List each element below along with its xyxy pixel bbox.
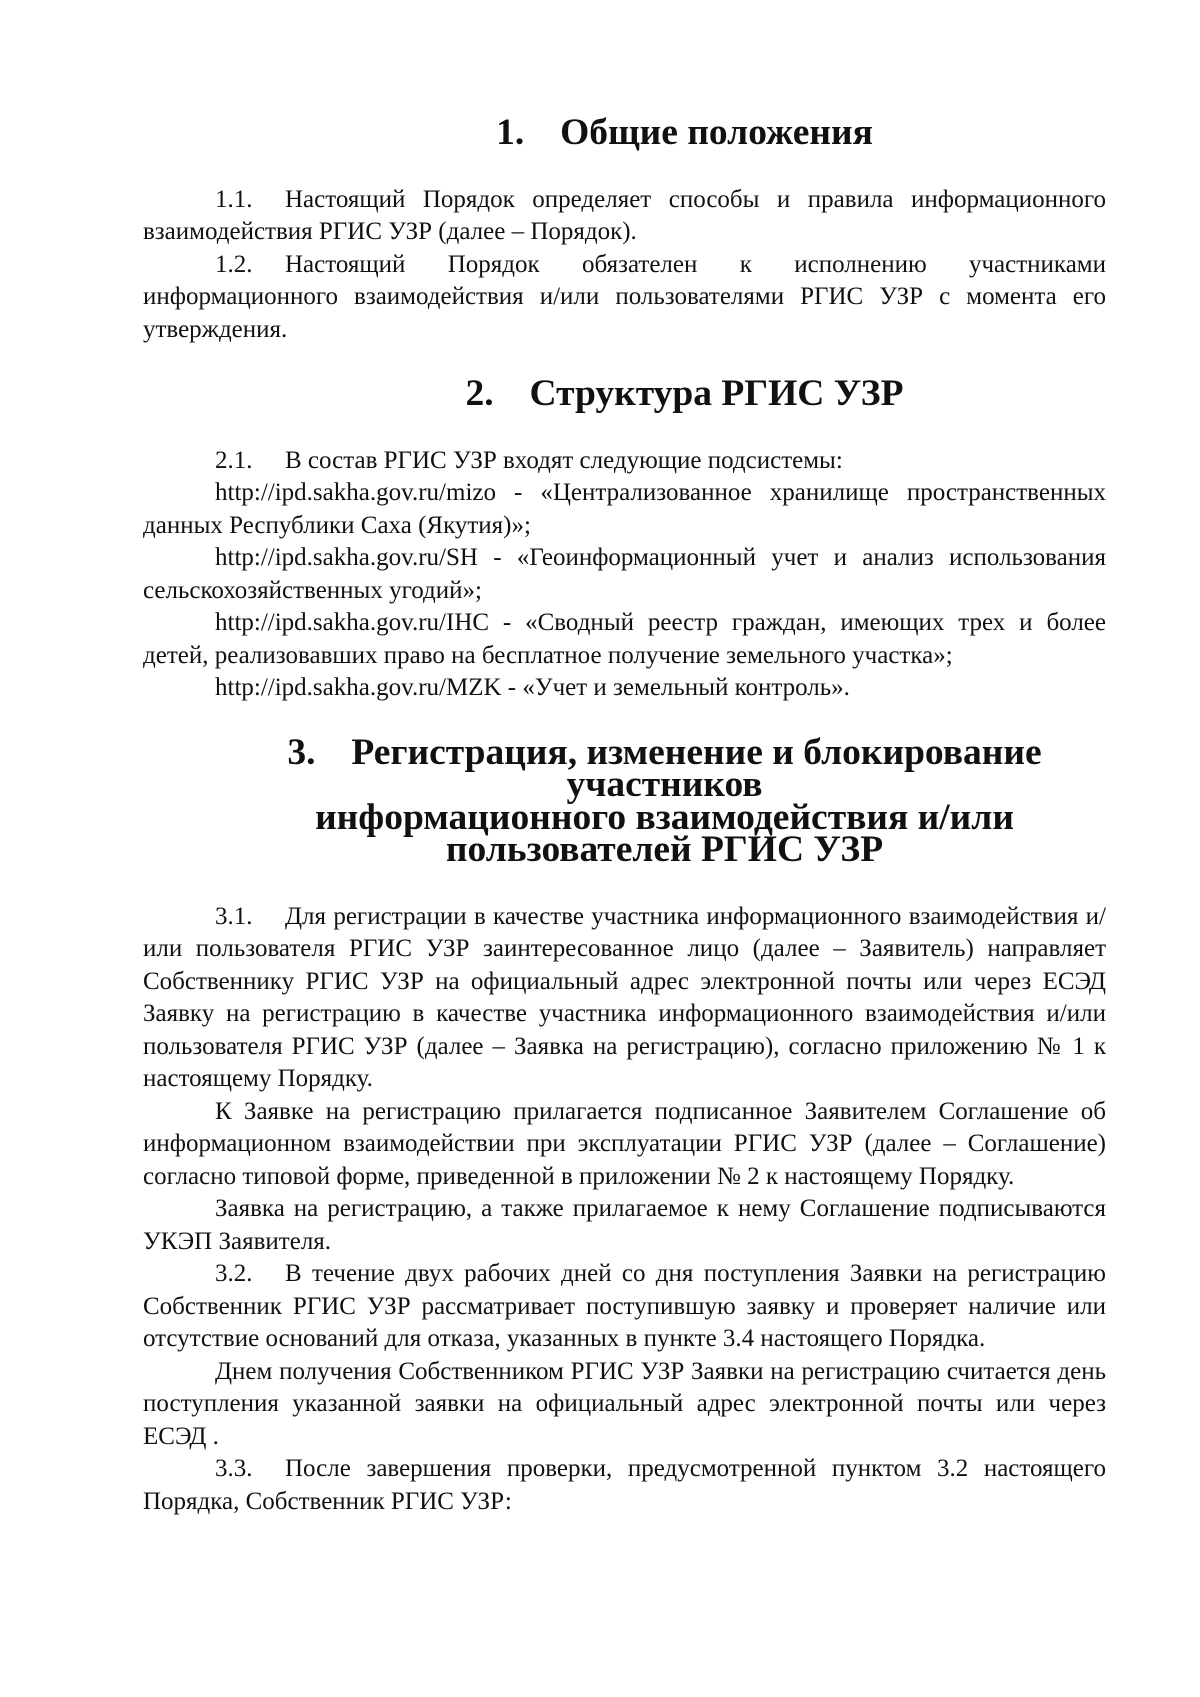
- subsystem-item: http://ipd.sakha.gov.ru/mizo - «Централизованное хранилище пространственных данных Республики Саха (Якутия)»;: [143, 479, 1106, 539]
- section-heading-3: [143, 731, 1106, 870]
- paragraph-number: 3.2.: [215, 1260, 253, 1287]
- subsystem-item: http://ipd.sakha.gov.ru/MZK - «Учет и земельный контроль».: [215, 674, 850, 701]
- section-title: Структура РГИС УЗР: [529, 373, 904, 414]
- section-number: 2.: [465, 373, 494, 414]
- section-heading-2: [143, 373, 1106, 414]
- section-title-line-1: Регистрация, изменение и блокирование участников: [351, 731, 1042, 805]
- paragraph-text: В течение двух рабочих дней со дня поступления Заявки на регистрацию Собственник РГИС УЗР рассматривает поступившую заявку и проверяет наличие или отсутствие оснований для отказа, указанных в пункте 3.4 настоящего Порядка.: [143, 1260, 1106, 1352]
- paragraph-number: 3.1.: [215, 902, 253, 930]
- paragraph-number: 1.2.: [215, 250, 253, 278]
- section-number: 3.: [287, 731, 316, 773]
- paragraph-number: 3.3.: [215, 1455, 253, 1482]
- paragraph-3-1: [143, 901, 1106, 1096]
- subsystem-item: http://ipd.sakha.gov.ru/SH - «Геоинформационный учет и анализ использования сельскохозяйственных угодий»;: [143, 544, 1106, 604]
- paragraph-3-3: [143, 1453, 1106, 1518]
- section-number: 1.: [496, 112, 525, 153]
- section-heading-1: [143, 112, 1106, 153]
- section-title-line-2: информационного взаимодействия и/или пользователей РГИС УЗР: [315, 796, 1014, 870]
- paragraph-1-2: [143, 249, 1106, 347]
- paragraph-text: Для регистрации в качестве участника информационного взаимодействия и/или пользователя РГИС УЗР заинтересованное лицо (далее – Заявитель) направляет Собственнику РГИС УЗР на официальный адрес электронной почты или через ЕСЭД Заявку на регистрацию в качестве участника информационного взаимодействия и/или пользователя РГИС УЗР (далее – Заявка на регистрацию), согласно приложению № 1 к настоящему Порядку.: [143, 902, 1106, 1092]
- paragraph-text: В состав РГИС УЗР входят следующие подсистемы:: [285, 446, 843, 474]
- paragraph-number: 2.1.: [215, 446, 253, 474]
- paragraph-text: Днем получения Собственником РГИС УЗР Заявки на регистрацию считается день поступления указанной заявки на официальный адрес электронной почты или через ЕСЭД .: [143, 1357, 1106, 1450]
- paragraph-text: После завершения проверки, предусмотренной пунктом 3.2 настоящего Порядка, Собственник РГИС УЗР:: [143, 1455, 1106, 1515]
- paragraph-text: Настоящий Порядок обязателен к исполнению участниками информационного взаимодействия и/или пользователями РГИС УЗР с момента его утверждения.: [143, 250, 1106, 343]
- paragraph-text: Заявка на регистрацию, а также прилагаемое к нему Соглашение подписываются УКЭП Заявителя.: [143, 1195, 1106, 1255]
- paragraph-2-1: [143, 445, 1106, 478]
- paragraph-3-2: [143, 1258, 1106, 1356]
- section-title: Общие положения: [560, 112, 873, 153]
- paragraph-text: К Заявке на регистрацию прилагается подписанное Заявителем Соглашение об информационном взаимодействии при эксплуатации РГИС УЗР (далее – Соглашение) согласно типовой форме, приведенной в приложении № 2 к настоящему Порядку.: [143, 1097, 1106, 1190]
- paragraph-number: 1.1.: [215, 185, 253, 213]
- subsystem-item: http://ipd.sakha.gov.ru/IHC - «Сводный реестр граждан, имеющих трех и более детей, реализовавших право на бесплатное получение земельного участка»;: [143, 609, 1106, 669]
- paragraph-text: Настоящий Порядок определяет способы и правила информационного взаимодействия РГИС УЗР (далее – Порядок).: [143, 185, 1106, 245]
- paragraph-1-1: [143, 184, 1106, 249]
